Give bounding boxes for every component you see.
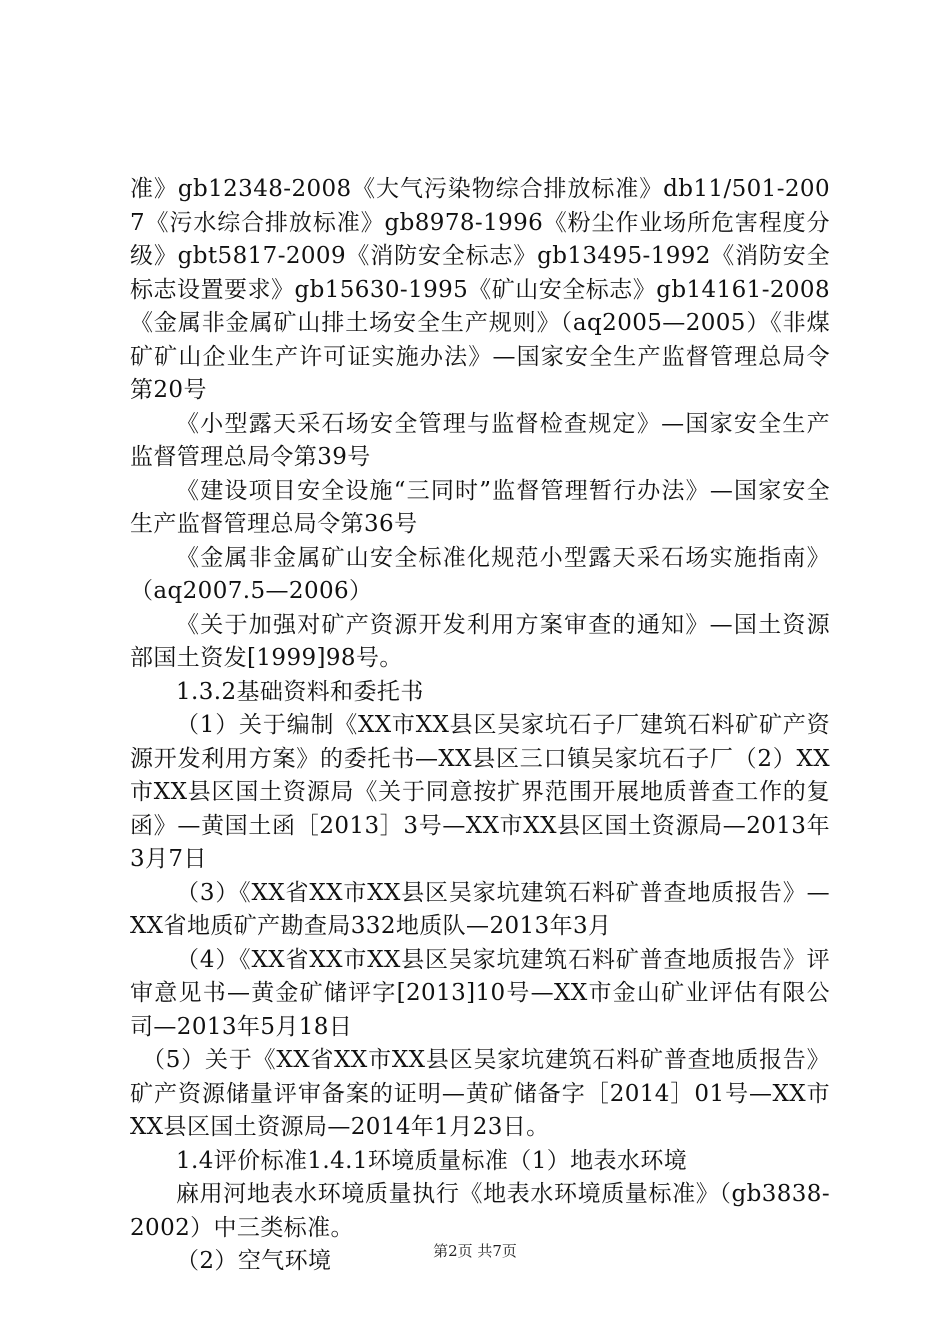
paragraph-resource-notice: 《关于加强对矿产资源开发利用方案审查的通知》—国土资源部国土资发[1999]98号。: [130, 611, 830, 671]
section-heading-air-environment: （2）空气环境: [176, 1248, 332, 1274]
paragraph-item-4: （4）《XX省XX市XX县区吴家坑建筑石料矿普查地质报告》评审意见书—黄金矿储评字[2013]10号—XX市金山矿业评估有限公司—2013年5月18日: [130, 946, 830, 1040]
paragraph-standardization-guide: 《金属非金属矿山安全标准化规范小型露天采石场实施指南》（aq2007.5—2006）: [130, 544, 830, 604]
page-number-footer: 第2页 共7页: [433, 1242, 517, 1260]
paragraph-standards-list: 准》gb12348-2008《大气污染物综合排放标准》db11/501-2007《污水综合排放标准》gb8978-1996《粉尘作业场所危害程度分级》gbt5817-2009《消防安全标志》gb13495-1992《消防安全标志设置要求》gb15630-1995《矿山安全标志》gb14161-2008《金属非金属矿山排土场安全生产规则》（aq2005—2005）《非煤矿矿山企业生产许可证实施办法》—国家安全生产监督管理总局令第20号: [130, 176, 830, 403]
paragraph-item-5: （5）关于《XX省XX市XX县区吴家坑建筑石料矿普查地质报告》矿产资源储量评审备案的证明—黄矿储备字［2014］01号—XX市XX县区国土资源局—2014年1月23日。: [130, 1047, 830, 1140]
paragraph-three-simultaneous: 《建设项目安全设施“三同时”监督管理暂行办法》—国家安全生产监督管理总局令第36号: [130, 477, 830, 537]
paragraph-item-3: （3）《XX省XX市XX县区吴家坑建筑石料矿普查地质报告》—XX省地质矿产勘查局332地质队—2013年3月: [130, 879, 830, 939]
document-body: [130, 173, 830, 1279]
section-heading-evaluation-standards: 1.4评价标准1.4.1环境质量标准（1）地表水环境: [176, 1147, 688, 1174]
paragraph-item-1-2: （1）关于编制《XX市XX县区吴家坑石子厂建筑石料矿矿产资源开发利用方案》的委托书—XX县区三口镇吴家坑石子厂（2）XX市XX县区国土资源局《关于同意按扩界范围开展地质普查工作的复函》—黄国土函［2013］3号—XX市XX县区国土资源局—2013年3月7日: [130, 712, 830, 872]
paragraph-quarry-regulation: 《小型露天采石场安全管理与监督检查规定》—国家安全生产监督管理总局令第39号: [130, 410, 830, 470]
paragraph-surface-water: 麻用河地表水环境质量执行《地表水环境质量标准》（gb3838-2002）中三类标准。: [130, 1181, 830, 1241]
section-heading-basic-materials: 1.3.2基础资料和委托书: [176, 678, 424, 705]
